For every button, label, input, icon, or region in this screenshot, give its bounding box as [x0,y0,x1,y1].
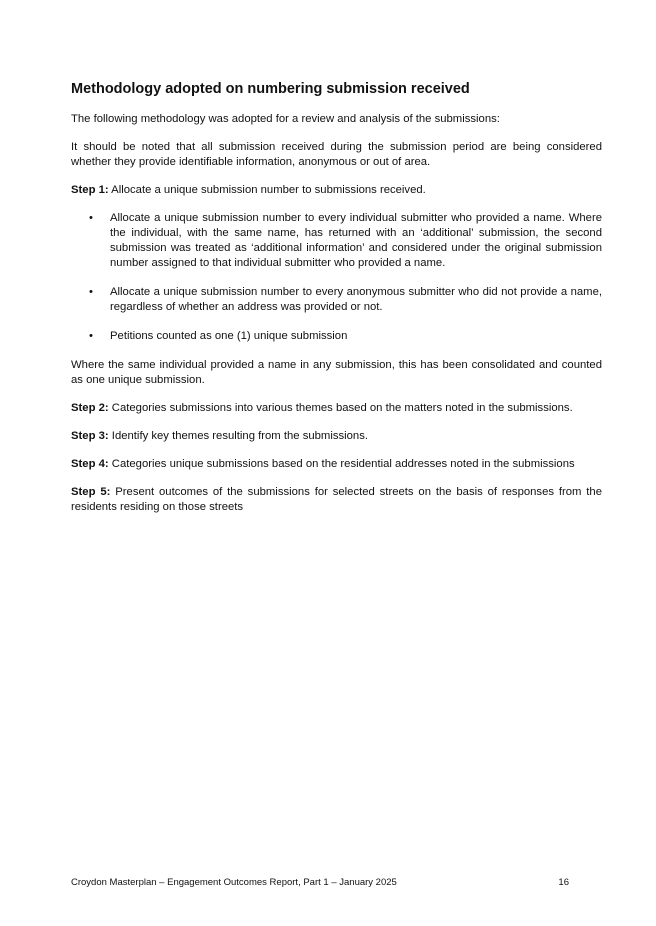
step-1-label: Step 1: [71,184,109,196]
step-1 [71,183,602,198]
step-5-text: Present outcomes of the submissions for selected streets on the basis of responses from the residents residing on those streets [71,486,602,513]
list-item-text: Allocate a unique submission number to every anonymous submitter who did not provide a name, regardless of whether an address was provided or not. [110,286,602,313]
step-5-label: Step 5: [71,486,111,498]
step-2 [71,401,602,416]
intro-paragraph: The following methodology was adopted for a review and analysis of the submissions: [71,113,500,125]
step-2-text: Categories submissions into various themes based on the matters noted in the submissions. [108,402,573,414]
list-item [71,329,602,344]
step-3-label: Step 3: [71,430,109,442]
list-item-text: Allocate a unique submission number to every individual submitter who provided a name. Where the individual, with the same name, has returned with an ‘additional’ submission, the second submission was treated as ‘additional information’ and considered under the original submission number assigned to that individual submitter who provided a name. [110,212,602,269]
note-paragraph: It should be noted that all submission received during the submission period are being considered whether they provide identifiable information, anonymous or out of area. [71,141,602,168]
page-number: 16 [558,877,569,888]
step-4-text: Categories unique submissions based on the residential addresses noted in the submissions [108,458,575,470]
step-4-label: Step 4: [71,458,109,470]
step-5 [71,485,602,515]
list-item [71,285,602,315]
page-footer [71,877,569,889]
document-page [71,80,602,528]
list-item [71,211,602,271]
step-3 [71,429,602,444]
footer-title: Croydon Masterplan – Engagement Outcomes Report, Part 1 – January 2025 [71,877,397,888]
step-3-text: Identify key themes resulting from the submissions. [108,430,368,442]
bullet-icon: • [89,286,93,298]
bullet-icon: • [89,330,93,342]
step-2-label: Step 2: [71,402,109,414]
consolidation-paragraph: Where the same individual provided a name in any submission, this has been consolidated and counted as one unique submission. [71,359,602,386]
step-4 [71,457,602,472]
section-heading: Methodology adopted on numbering submission received [71,81,470,97]
bullet-icon: • [89,212,93,224]
step-1-text: Allocate a unique submission number to submissions received. [108,184,426,196]
list-item-text: Petitions counted as one (1) unique submission [110,330,348,342]
step-1-bullet-list [71,211,602,344]
